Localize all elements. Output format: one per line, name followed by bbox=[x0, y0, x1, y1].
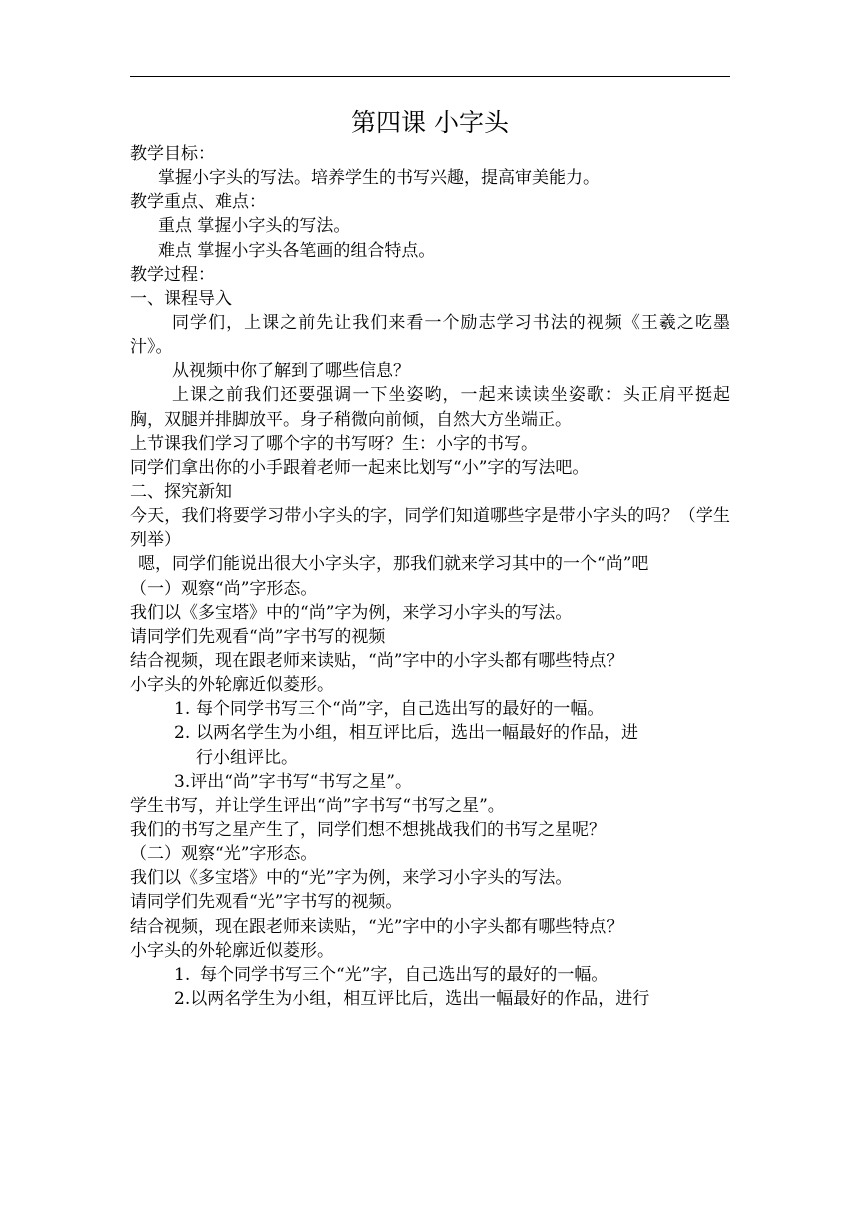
list-item bbox=[130, 963, 730, 987]
paragraph: 嗯，同学们能说出很大小字头字，那我们就来学习其中的一个“尚”吧 bbox=[138, 554, 649, 575]
paragraph: 重点 掌握小字头的写法。 bbox=[158, 216, 351, 237]
paragraph: 上节课我们学习了哪个字的书写呀？生：小字的书写。 bbox=[130, 433, 538, 454]
paragraph: 今天，我们将要学习带小字头的字，同学们知道哪些字是带小字头的吗？（学生列举） bbox=[130, 506, 730, 551]
header-rule bbox=[130, 76, 730, 77]
paragraph: 难点 掌握小字头各笔画的组合特点。 bbox=[158, 240, 436, 261]
paragraph: 小字头的外轮廓近似菱形。 bbox=[130, 940, 334, 961]
list-item bbox=[130, 697, 730, 721]
list-item-text: 每个同学书写三个“光”字，自己选出写的最好的一幅。 bbox=[200, 964, 609, 985]
section-heading: 教学目标： bbox=[130, 144, 215, 164]
list-item-continuation: 行小组评比。 bbox=[196, 747, 298, 768]
paragraph: 同学们，上课之前先让我们来看一个励志学习书法的视频《王羲之吃墨汁》。 bbox=[130, 312, 730, 358]
list-number: 1. bbox=[174, 964, 191, 985]
section-heading: 教学过程： bbox=[130, 264, 215, 285]
paragraph: 我们以《多宝塔》中的“尚”字为例，来学习小字头的写法。 bbox=[130, 602, 573, 623]
paragraph: 结合视频，现在跟老师来读贴，“光”字中的小字头都有哪些特点？ bbox=[130, 916, 624, 937]
lesson-title: 第四课 小字头 bbox=[351, 108, 509, 137]
list-item-text: 每个同学书写三个“尚”字，自己选出写的最好的一幅。 bbox=[196, 699, 605, 720]
paragraph: 同学们拿出你的小手跟着老师一起来比划写“小”字的写法吧。 bbox=[130, 457, 590, 478]
subsection-heading: （一）观察“尚”字形态。 bbox=[130, 578, 318, 599]
paragraph: 我们的书写之星产生了，同学们想不想挑战我们的书写之星呢？ bbox=[130, 820, 606, 841]
document-body bbox=[130, 104, 730, 1011]
paragraph: 请同学们先观看“光”字书写的视频。 bbox=[130, 892, 403, 913]
paragraph: 掌握小字头的写法。培养学生的书写兴趣，提高审美能力。 bbox=[158, 168, 600, 189]
list-item-text: 以两名学生为小组，相互评比后，选出一幅最好的作品，进 bbox=[196, 723, 638, 744]
list-number: 1. bbox=[174, 699, 191, 720]
subsection-heading: （二）观察“光”字形态。 bbox=[130, 844, 318, 865]
section-heading: 教学重点、难点： bbox=[130, 192, 266, 213]
paragraph: 请同学们先观看“尚”字书写的视频 bbox=[130, 626, 386, 647]
list-number: 2. bbox=[174, 723, 191, 744]
list-item bbox=[130, 721, 730, 745]
section-heading: 二、探究新知 bbox=[130, 482, 232, 503]
paragraph: 上课之前我们还要强调一下坐姿哟，一起来读读坐姿歌：头正肩平挺起胸，双腿并排脚放平。身子稍微向前倾，自然大方坐端正。 bbox=[130, 385, 730, 430]
paragraph: 我们以《多宝塔》中的“光”字为例，来学习小字头的写法。 bbox=[130, 868, 573, 889]
list-item: 3.评出“尚”字书写“书写之星”。 bbox=[174, 771, 412, 792]
list-item: 2.以两名学生为小组，相互评比后，选出一幅最好的作品，进行 bbox=[174, 989, 650, 1010]
section-heading: 一、课程导入 bbox=[130, 288, 232, 309]
paragraph: 学生书写，并让学生评出“尚”字书写“书写之星”。 bbox=[130, 795, 505, 816]
paragraph: 从视频中你了解到了哪些信息？ bbox=[172, 361, 410, 382]
paragraph: 小字头的外轮廓近似菱形。 bbox=[130, 675, 334, 696]
paragraph: 结合视频，现在跟老师来读贴，“尚”字中的小字头都有哪些特点？ bbox=[130, 651, 624, 672]
